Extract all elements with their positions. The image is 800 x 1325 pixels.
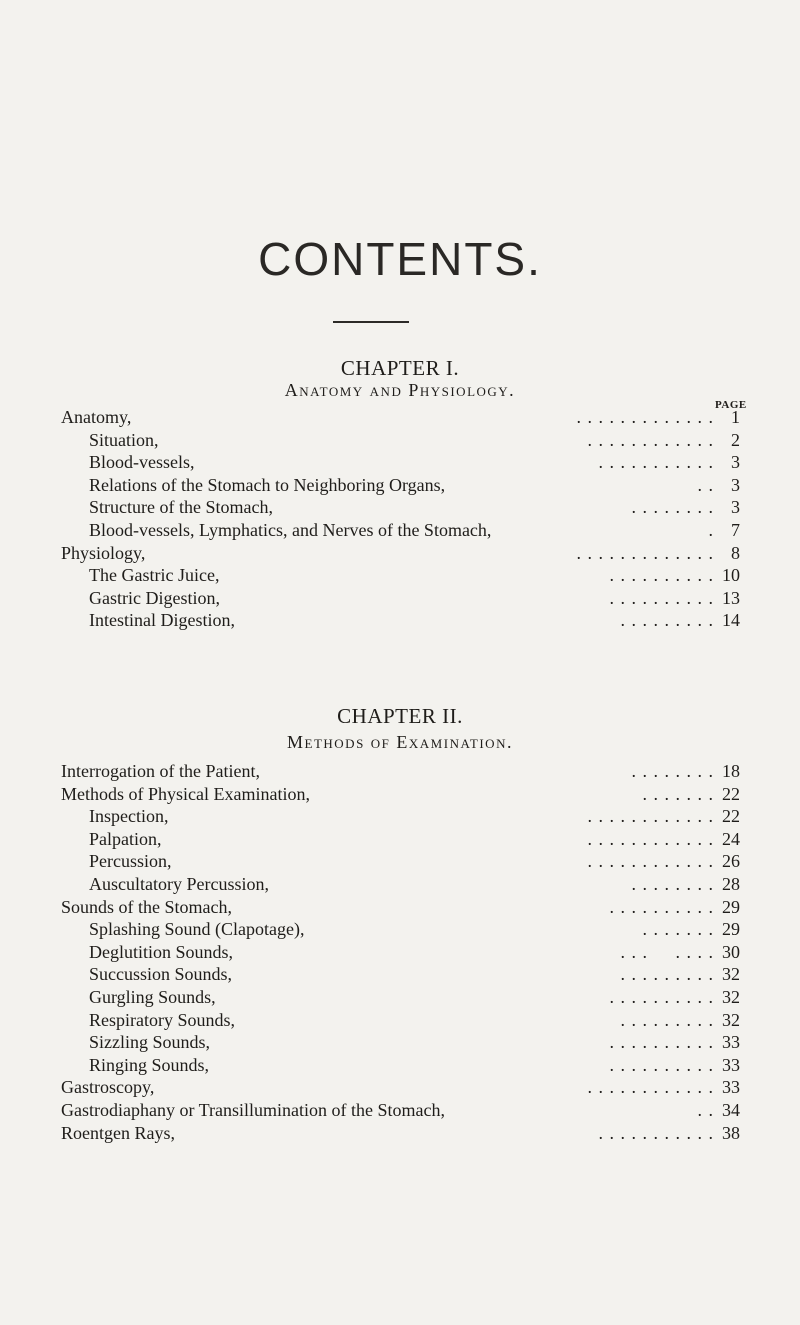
- toc-entry-leader: . . . . . . . . . .: [609, 1032, 714, 1053]
- toc-entry-page-number: 18: [722, 761, 740, 781]
- toc-entry-leader: . . . . . . . . . .: [609, 1054, 714, 1075]
- toc-entry: [0, 1009, 800, 1032]
- toc-entry-page-number: 32: [722, 986, 740, 1007]
- toc-entry: [0, 896, 800, 919]
- toc-entry-page-number: 32: [722, 1009, 740, 1030]
- toc-entry: [0, 783, 800, 806]
- toc-entry-label: Percussion,: [89, 851, 172, 872]
- toc-entry-page-number: 3: [731, 452, 740, 473]
- toc-entry: [0, 941, 800, 964]
- toc-entry: [0, 474, 800, 497]
- toc-entry: [0, 406, 800, 429]
- toc-entry-label: Palpation,: [89, 828, 162, 849]
- title-divider: [333, 321, 409, 323]
- toc-entry-label: Gastric Digestion,: [89, 587, 220, 608]
- toc-entry-page-number: 33: [722, 1077, 740, 1098]
- toc-entry-page-number: 34: [722, 1099, 740, 1120]
- toc-entry-label: Sizzling Sounds,: [89, 1032, 211, 1053]
- toc-entry-label: Inspection,: [89, 806, 169, 827]
- toc-entry-label: Roentgen Rays,: [61, 1122, 175, 1143]
- toc-entry-label: Gurgling Sounds,: [89, 986, 216, 1007]
- toc-entry: [0, 760, 800, 783]
- toc-entry-label: Gastrodiaphany or Transillumination of the Stomach,: [61, 1099, 445, 1120]
- toc-entry-label: Anatomy,: [61, 407, 132, 427]
- toc-entry-leader: . . . . . . . . . . . .: [587, 828, 714, 849]
- toc-entry-label: Intestinal Digestion,: [89, 610, 235, 631]
- toc-entry-leader: . . . . . . . . . . . . .: [576, 542, 714, 563]
- toc-entry-label: Structure of the Stomach,: [89, 497, 273, 518]
- toc-entry: [0, 873, 800, 896]
- toc-entry-page-number: 29: [722, 919, 740, 940]
- toc-entry-leader: . . . . . . .: [642, 919, 714, 940]
- toc-entry-page-number: 38: [722, 1122, 740, 1143]
- toc-entry-page-number: 32: [722, 964, 740, 985]
- toc-entry-leader: . . . . . . . . . . .: [598, 1122, 714, 1143]
- toc-entry: [0, 519, 800, 542]
- toc-entry: [0, 429, 800, 452]
- toc-entry-leader: . . . . . . .: [620, 941, 714, 962]
- toc-entry-label: Splashing Sound (Clapotage),: [89, 919, 305, 940]
- toc-entry: [0, 850, 800, 873]
- toc-entry: [0, 496, 800, 519]
- toc-entry-label: Physiology,: [61, 542, 146, 563]
- toc-entry-page-number: 7: [731, 519, 740, 540]
- chapter-1-heading: CHAPTER I.: [340, 356, 460, 380]
- toc-entry-leader: . .: [697, 474, 714, 495]
- toc-entry: [0, 587, 800, 610]
- toc-entry-leader: . . . . . . . . . . . .: [587, 851, 714, 872]
- page-title: CONTENTS.: [258, 233, 542, 285]
- toc-entry-page-number: 1: [731, 407, 740, 427]
- toc-entry-page-number: 13: [722, 587, 740, 608]
- chapter-2-subtitle: Methods of Examination.: [287, 732, 513, 752]
- toc-entry-page-number: 24: [722, 828, 740, 849]
- toc-entry-leader: . . . . . . . . . .: [609, 565, 714, 586]
- toc-entry-label: Deglutition Sounds,: [89, 941, 234, 962]
- toc-entry-leader: . . . . . . . . . . . .: [587, 806, 714, 827]
- toc-entry: [0, 564, 800, 587]
- toc-entry-leader: . . . . . . . . . .: [609, 896, 714, 917]
- toc-entry: [0, 828, 800, 851]
- page-column-label: PAGE: [715, 399, 747, 411]
- toc-entry-label: Auscultatory Percussion,: [89, 873, 269, 894]
- toc-entry-label: Succussion Sounds,: [89, 964, 233, 985]
- toc-entry-label: Ringing Sounds,: [89, 1054, 210, 1075]
- toc-entry-leader: . . . . . . . . . . . .: [587, 429, 714, 450]
- toc-entry-leader: . . . . . . . .: [631, 873, 714, 894]
- toc-entry-leader: . . . . . . .: [642, 783, 714, 804]
- toc-entry: [0, 805, 800, 828]
- toc-entry-leader: . . . . . . . . .: [620, 964, 714, 985]
- toc-entry-leader: . .: [697, 1099, 714, 1120]
- toc-entry-leader: . . . . . . . . . . . .: [587, 1077, 714, 1098]
- toc-entry-page-number: 33: [722, 1032, 740, 1053]
- toc-entry: [0, 1076, 800, 1099]
- toc-entry-label: Gastroscopy,: [61, 1077, 155, 1098]
- toc-entry-leader: . . . . . . . . .: [620, 1009, 714, 1030]
- toc-entry-leader: . . . . . . . . . . .: [598, 452, 714, 473]
- toc-entry-label: Interrogation of the Patient,: [61, 761, 260, 781]
- toc-entry-leader: . . . . . . . . . . . . .: [576, 407, 714, 427]
- toc-entry-page-number: 8: [731, 542, 740, 563]
- toc-entry-label: Respiratory Sounds,: [89, 1009, 235, 1030]
- toc-entry-page-number: 22: [722, 783, 740, 804]
- toc-entry-label: Situation,: [89, 429, 159, 450]
- toc-entry: [0, 1031, 800, 1054]
- toc-entry: [0, 1122, 800, 1145]
- toc-entry-page-number: 29: [722, 896, 740, 917]
- chapter-1-entries: [0, 406, 800, 632]
- toc-entry: [0, 963, 800, 986]
- toc-entry-leader: . . . . . . . . . .: [609, 587, 714, 608]
- toc-entry-page-number: 2: [731, 429, 740, 450]
- toc-entry-page-number: 28: [722, 873, 740, 894]
- toc-entry-leader: .: [708, 519, 714, 540]
- toc-entry-leader: . . . . . . . . . .: [609, 986, 714, 1007]
- toc-entry: [0, 986, 800, 1009]
- toc-entry-label: The Gastric Juice,: [89, 565, 220, 586]
- toc-entry-page-number: 33: [722, 1054, 740, 1075]
- toc-entry-leader: . . . . . . . . .: [620, 610, 714, 631]
- toc-entry: [0, 451, 800, 474]
- chapter-1-subtitle: Anatomy and Physiology.: [284, 380, 516, 400]
- toc-entry-leader: . . . . . . . .: [631, 497, 714, 518]
- toc-entry: [0, 1099, 800, 1122]
- toc-entry: [0, 918, 800, 941]
- chapter-2-heading: CHAPTER II.: [337, 704, 463, 728]
- toc-entry-label: Relations of the Stomach to Neighboring Organs,: [89, 474, 446, 495]
- toc-entry-label: Methods of Physical Examination,: [61, 783, 310, 804]
- toc-entry-page-number: 22: [722, 806, 740, 827]
- toc-entry-page-number: 3: [731, 474, 740, 495]
- toc-entry-label: Blood-vessels,: [89, 452, 195, 473]
- toc-entry-page-number: 14: [722, 610, 740, 631]
- toc-entry-label: Blood-vessels, Lymphatics, and Nerves of the Stomach,: [89, 519, 492, 540]
- toc-entry-leader: . . . . . . . .: [631, 761, 714, 781]
- toc-entry-label: Sounds of the Stomach,: [61, 896, 232, 917]
- chapter-2-entries: [0, 760, 800, 1144]
- toc-entry-page-number: 26: [722, 851, 740, 872]
- toc-entry-page-number: 3: [731, 497, 740, 518]
- toc-entry: [0, 1054, 800, 1077]
- toc-entry-page-number: 30: [722, 941, 740, 962]
- toc-entry: [0, 609, 800, 632]
- toc-entry-page-number: 10: [722, 565, 740, 586]
- toc-entry: [0, 542, 800, 565]
